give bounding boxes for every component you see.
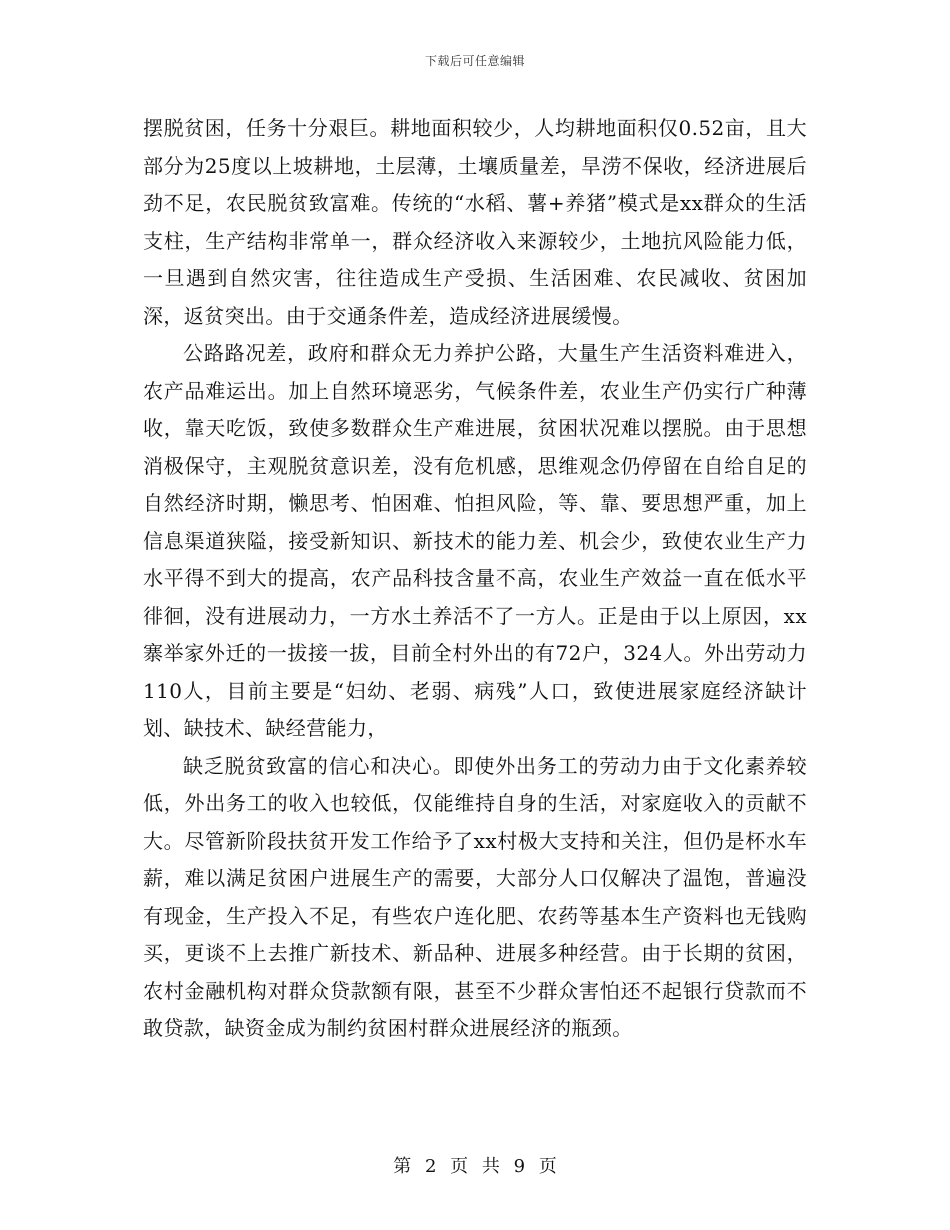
- page-footer: 第 2 页 共 9 页: [393, 1156, 557, 1177]
- document-body: [143, 110, 807, 1048]
- page-header: 下载后可任意编辑: [424, 54, 525, 68]
- paragraph-3: 缺乏脱贫致富的信心和决心。即使外出务工的劳动力由于文化素养较低，外出务工的收入也较低，仅能维持自身的生活，对家庭收入的贡献不大。尽管新阶段扶贫开发工作给予了xx村极大支持和关注，但仍是杯水车薪，难以满足贫困户进展生产的需要，大部分人口仅解决了温饱，普遍没有现金，生产投入不足，有些农户连化肥、农药等基本生产资料也无钱购买，更谈不上去推广新技术、新品种、进展多种经营。由于长期的贫困，农村金融机构对群众贷款额有限，甚至不少群众害怕还不起银行贷款而不敢贷款，缺资金成为制约贫困村群众进展经济的瓶颈。: [143, 753, 807, 1040]
- paragraph-2: 公路路况差，政府和群众无力养护公路，大量生产生活资料难进入，农产品难运出。加上自然环境恶劣，气候条件差，农业生产仍实行广种薄收，靠天吃饭，致使多数群众生产难进展，贫困状况难以摆脱。由于思想消极保守，主观脱贫意识差，没有危机感，思维观念仍停留在自给自足的自然经济时期，懒思考、怕困难、怕担风险，等、靠、要思想严重，加上信息渠道狭隘，接受新知识、新技术的能力差、机会少，致使农业生产力水平得不到大的提高，农产品科技含量不高，农业生产效益一直在低水平徘徊，没有进展动力，一方水土养活不了一方人。正是由于以上原因，xx寨举家外迁的一拔接一拔，目前全村外出的有72户，324人。外出劳动力110人，目前主要是“妇幼、老弱、病残”人口，致使进展家庭经济缺计划、缺技术、缺经营能力，: [143, 341, 807, 740]
- paragraph-1: 摆脱贫困，任务十分艰巨。耕地面积较少，人均耕地面积仅0.52亩，且大部分为25度以上坡耕地，土层薄，土壤质量差，旱涝不保收，经济进展后劲不足，农民脱贫致富难。传统的“水稻、薯+养猪”模式是xx群众的生活支柱，生产结构非常单一，群众经济收入来源较少，土地抗风险能力低，一旦遇到自然灾害，往往造成生产受损、生活困难、农民减收、贫困加深，返贫突出。由于交通条件差，造成经济进展缓慢。: [143, 116, 807, 328]
